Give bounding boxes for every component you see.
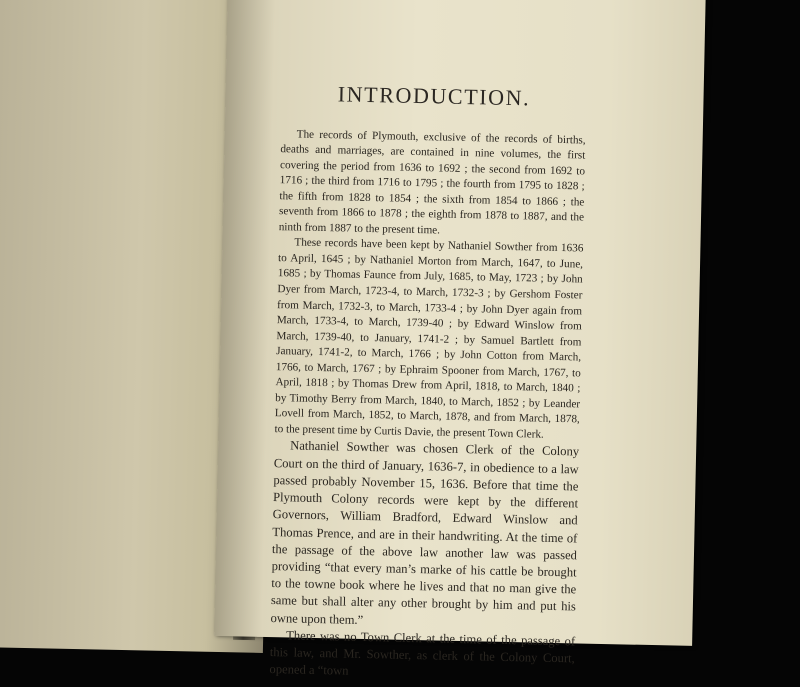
right-page [214, 0, 706, 678]
page-text [269, 81, 586, 685]
paragraph-volumes: The records of Plymouth, exclusive of the records of births, deaths and marriages, are contained in nine volumes, the first covering the period from 1636 to 1692 ; the second from 1692 to 1716 ; the third from 1716 to 1795 ; the fourth from 1795 to 1828 ; the fifth from 1828 to 1854 ; the sixth from 1854 to 1866 ; the seventh from 1866 to 1878 ; the eighth from 1878 to 1887, and the ninth from 1887 to the present time. [278, 128, 586, 237]
page-title: INTRODUCTION. [337, 81, 531, 111]
paragraph-town-clerk: There was no Town Clerk at the time of the passage of this law, and Mr. Sowther, as clerk of the Colony Court, opened a “town [269, 628, 576, 678]
paragraph-sowther: Nathaniel Sowther was chosen Clerk of the Colony Court on the third of January, 1636-7, in obedience to a law passed probably November 15, 1636. Before that time the Plymouth Colony records were kept by the different Governors, William Bradford, Edward Winslow and Thomas Prence, and are in their handwriting. At the time of the passage of the above law another law was passed providing “that every man’s marke of his cattle be brought to the towne book where he lives and that no man give the same but shall alter any other brought by him and put his owne upon them.” [270, 438, 580, 627]
paragraph-clerks: These records have been kept by Nathaniel Sowther from 1636 to April, 1645 ; by Nathaniel Morton from March, 1647, to June, 1685 ; by Thomas Faunce from July, 1685, to May, 1723 ; by John Dyer from March, 1723-4, to March, 1732-3 ; by Gershom Foster from March, 1732-3, to March, 1733-4 ; by John Dyer again from March, 1733-4, to March, 1739-40 ; by Edward Winslow from March, 1739-40, to January, 1741-2 ; by Samuel Bartlett from January, 1741-2, to March, 1766 ; by John Cotton from March, 1766, to March, 1767 ; by Ephraim Spooner from March, 1767, to April, 1818 ; by Thomas Drew from April, 1818, to March, 1840 ; by Timothy Berry from March, 1840, to March, 1852 ; by Leander Lovell from March, 1852, to March, 1878, and from March, 1878, to the present time by Curtis Davie, the present Town Clerk. [274, 236, 584, 441]
